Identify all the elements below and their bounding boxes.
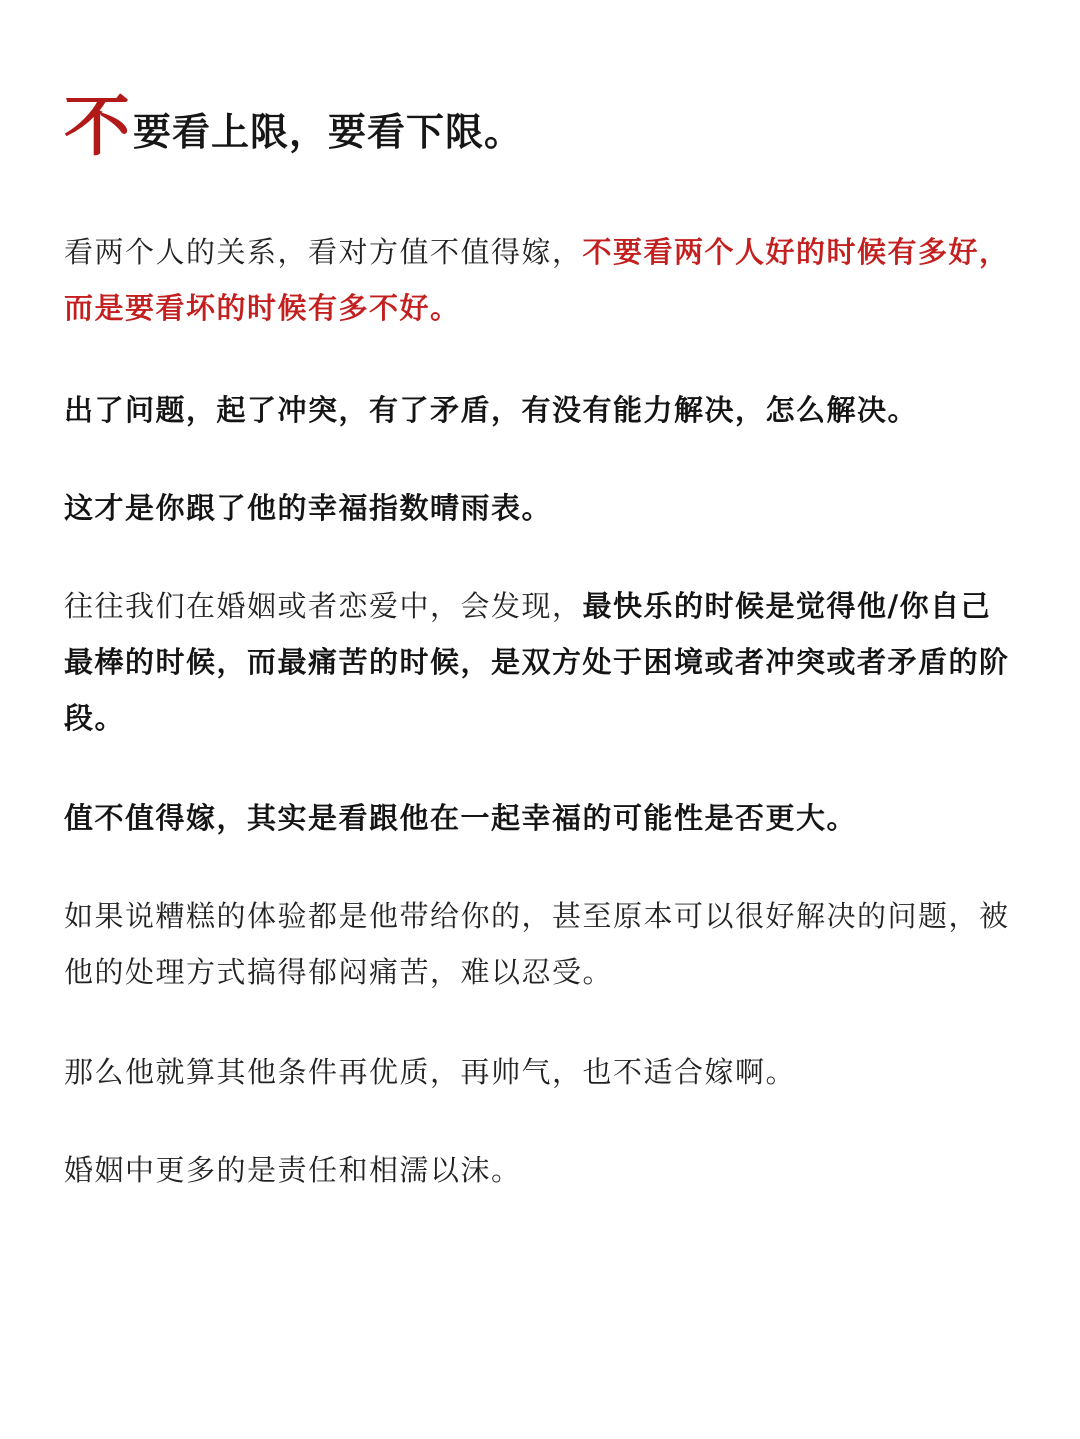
paragraph-8: 婚姻中更多的是责任和相濡以沫。	[64, 1153, 522, 1187]
title-first-char: 不	[64, 88, 131, 165]
paragraph-3: 这才是你跟了他的幸福指数晴雨表。	[64, 491, 553, 525]
paragraph-2: 出了问题，起了冲突，有了矛盾，有没有能力解决，怎么解决。	[64, 393, 919, 427]
paragraph-6: 如果说糟糕的体验都是他带给你的，甚至原本可以很好解决的问题，被他的处理方式搞得郁闷痛苦，难以忍受。	[64, 899, 1010, 989]
title-rest: 要看上限，要看下限。	[133, 110, 524, 154]
paragraph-4-normal: 往往我们在婚姻或者恋爱中，会发现，	[64, 589, 583, 623]
paragraph-4-bold: 最快乐的时候是觉得他/你自己最棒的时候，而最痛苦的时候，是双方处于困境或者冲突或者矛盾的阶段。	[64, 589, 1010, 735]
paragraph-1	[64, 224, 1016, 336]
paragraph-1-highlight: 不要看两个人好的时候有多好，而是要看坏的时候有多不好。	[64, 235, 1010, 325]
paragraph-7: 那么他就算其他条件再优质，再帅气，也不适合嫁啊。	[64, 1055, 797, 1089]
paragraph-5: 值不值得嫁，其实是看跟他在一起幸福的可能性是否更大。	[64, 801, 858, 835]
paragraph-4	[64, 578, 1016, 746]
paragraph-1-normal: 看两个人的关系，看对方值不值得嫁，	[64, 235, 583, 269]
article-title	[64, 88, 1024, 167]
